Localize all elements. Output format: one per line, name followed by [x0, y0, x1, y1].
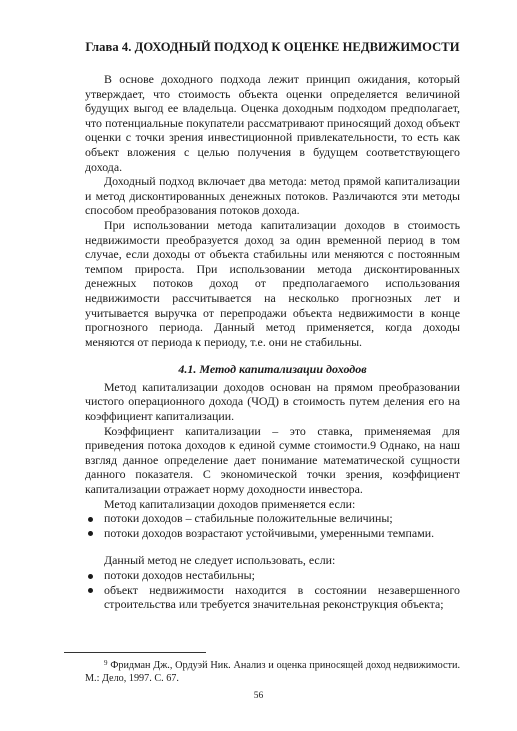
- list-item-text: потоки доходов возрастают устойчивыми, умеренными темпами.: [104, 525, 435, 540]
- list-item-text: объект недвижимости находится в состоянии незавершенного строительства или требуется значительная реконструкция объекта;: [104, 582, 460, 612]
- paragraph-coefficient: Коэффициент капитализации – это ставка, применяемая для приведения потока доходов к единой сумме стоимости.9 Однако, на наш взгляд данное определение дает понимание математической сущности данного показателя. С экономической точки зрения, коэффициент капитализации отражает норму доходности инвестора.: [85, 423, 460, 497]
- bullet-icon: [88, 574, 93, 579]
- list-item: [85, 568, 460, 583]
- not-use-conditions-list: [85, 568, 460, 612]
- paragraph-capitalization: Метод капитализации доходов основан на прямом преобразовании чистого операционного дохода (ЧОД) в стоимость путем деления его на коэффициент капитализации.: [85, 379, 460, 424]
- footnote-number: 9: [104, 659, 108, 667]
- not-use-conditions-intro: Данный метод не следует использовать, если:: [104, 553, 336, 568]
- paragraph-methods-detail: При использовании метода капитализации доходов в стоимость недвижимости преобразуется доход за один временной период в том случае, если доходы от объекта стабильны или меняются с постоянным темпом прироста. При использовании метода дисконтированных денежных потоков доход от предполагаемого использования недвижимости рассчитывается на несколько прогнозных лет и учитывается выручка от перепродажи объекта недвижимости в конце прогнозного периода. Данный метод применяется, когда доходы меняются от периода к периоду, т.е. они не стабильны.: [85, 217, 460, 349]
- list-item: [85, 511, 460, 526]
- chapter-title: Глава 4. ДОХОДНЫЙ ПОДХОД К ОЦЕНКЕ НЕДВИЖИМОСТИ: [85, 40, 460, 54]
- paragraph-intro: В основе доходного подхода лежит принцип ожидания, который утверждает, что стоимость объекта оценки определяется величиной будущих выгод ее владельца. Оценка доходным подходом предполагает, что потенциальные покупатели рассматривают приносящий доход объект оценки с точки зрения инвестиционной привлекательности, то есть как объект вложения с целью получения в будущем соответствующего дохода.: [85, 72, 460, 174]
- spacer: [85, 540, 460, 553]
- list-item: [85, 583, 460, 612]
- paragraph-methods: Доходный подход включает два метода: метод прямой капитализации и метод дисконтированных денежных потоков. Различаются эти методы способом преобразования потоков дохода.: [85, 174, 460, 218]
- bullet-icon: [88, 588, 93, 593]
- list-item: [85, 526, 460, 541]
- footnote-divider: [64, 652, 206, 653]
- page-number: 56: [253, 691, 264, 701]
- footnote-text: Фридман Дж., Ордуэй Ник. Анализ и оценка приносящей доход недвижимости. М.: Дело, 1997. С. 67.: [85, 660, 461, 684]
- section-title: 4.1. Метод капитализации доходов: [178, 362, 367, 377]
- footnote: [85, 657, 460, 685]
- list-item-text: потоки доходов нестабильны;: [104, 568, 255, 582]
- list-item-text: потоки доходов – стабильные положительные величины;: [104, 511, 393, 526]
- use-conditions-intro: Метод капитализации доходов применяется если:: [104, 496, 356, 511]
- bullet-icon: [88, 531, 93, 536]
- use-conditions-list: [85, 511, 460, 540]
- bullet-icon: [88, 517, 93, 522]
